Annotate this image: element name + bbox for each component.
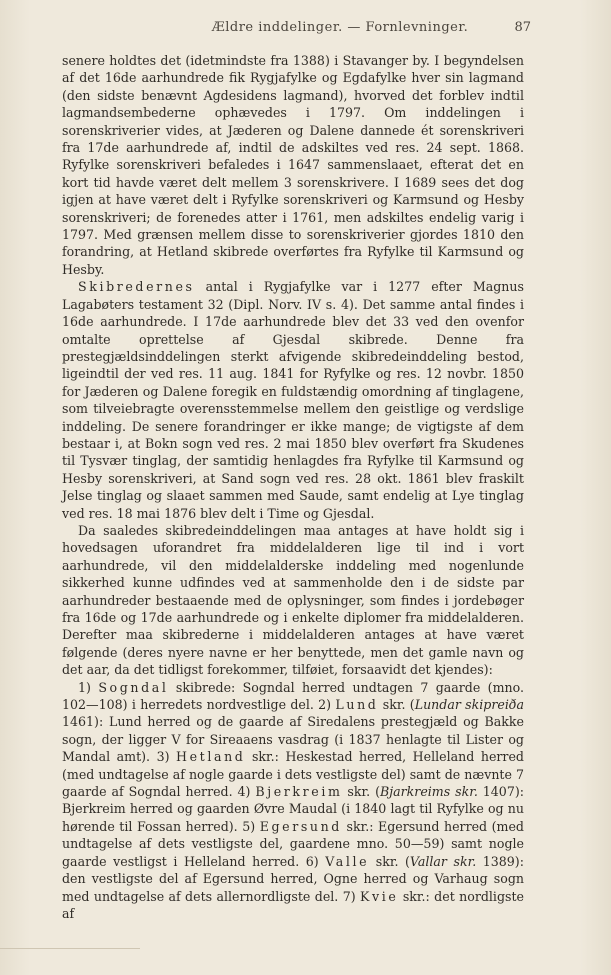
district-name: Egersund: [259, 818, 342, 834]
running-header: Ældre inddelinger. — Fornlevninger.: [211, 20, 469, 35]
paragraph-1: senere holdtes det (idetmindste fra 1388) i Stavanger by. I begyndelsen af det 16de aarhundrede fik Rygjafylke og Egdafylke hver sin lagmand (den sidste benævnt Agdesidens lagmand), hvorved det forblev indtil lagmandsembederne ophævedes i 1797. Om inddelingen i sorenskriverier vides, at Jæderen og Dalene dannede ét sorenskriveri fra 17de aarhundrede af, indtil de adskiltes ved res. 24 sept. 1868. Ryfylke sorenskriveri befaledes i 1647 sammenslaaet, efterat det en kort tid havde været delt mellem 3 sorenskrivere. I 1689 sees det dog igjen at have været delt i Ryfylke sorenskriveri og Karmsund og Hesby sorenskriveri; de forenedes atter i 1761, men adskiltes endelig varig i 1797. Med grænsen mellem disse to sorenskriverier gjordes 1810 den forandring, at Hetland skibrede overførtes fra Ryfylke til Karmsund og Hesby.: [62, 53, 524, 277]
spaced-term: Skibredernes: [78, 279, 195, 295]
district-name: Sogndal: [98, 679, 169, 695]
old-name: Vallar skr.: [409, 853, 477, 869]
district-name: Kvie: [360, 888, 399, 904]
paragraph-3: Da saaledes skibredeinddelingen maa antages at have holdt sig i hovedsagen uforandret fra middelalderen lige til ind i vort aarhundrede, vil den middelalderske inddeling med nogenlunde sikkerhed kunne udfindes ved at sammenholde den i de sidste par aarhundreder bestaaende med de oplysninger, som findes i jordebøger fra 16de og 17de aarhundrede og i enkelte diplomer fra middelalderen. Derefter maa skibrederne i middelalderen antages at have været følgende (deres nyere navne er her benyttede, men det gamle navn og det aar, da det tidligst forekommer, tilføiet, forsaavidt det kjendes):: [62, 522, 524, 678]
page-number: 87: [514, 20, 531, 35]
district-name: Lund: [335, 697, 379, 713]
old-name: Bjarkreims skr.: [379, 784, 478, 800]
page-edge-mark: [0, 948, 140, 949]
district-name: Bjerkreim: [255, 784, 343, 800]
paragraph-2: [62, 278, 524, 522]
district-name: Valle: [325, 853, 370, 869]
district-list: 1) Sogndal skibrede: Sogndal herred undtagen 7 gaarde (mno. 102—108) i herredets nordvestlige del. 2) Lund skr. (Lundar skipreiða 1461): Lund herred og de gaarde af Siredalens prestegjæld og Bakke sogn, der ligger V for Sireaaens vasdrag (i 1837 henlagte til Lister og Mandal amt). 3) Hetland skr.: Heskestad herred, Helleland herred (med undtagelse af nogle gaarde i dets vestligste del) samt de nævnte 7 gaarde af Sogndal herred. 4) Bjerkreim skr. (Bjarkreims skr. 1407): Bjerkreim herred og gaarden Øvre Maudal (i 1840 lagt til Ryfylke og nu hørende til Fossan herred). 5) Egersund skr.: Egersund herred (med undtagelse af dets vestligste del, gaardene mno. 50—59) samt nogle gaarde vestligst i Helleland herred. 6) Valle skr. (Vallar skr. 1389): den vestligste del af Egersund herred, Ogne herred og Varhaug sogn med undtagelse af dets allernordligste del. 7) Kvie skr.: det nordligste af: [62, 679, 524, 921]
district-name: Hetland: [176, 749, 246, 765]
body-text: [62, 52, 524, 922]
old-name: Lundar skipreiða: [414, 697, 524, 713]
paragraph-2-text: antal i Rygjafylke var i 1277 efter Magnus Lagabøters testament 32 (Dipl. Norv. IV s. 4). Det samme antal findes i 16de aarhundrede. I 17de aarhundrede blev det 33 ved den ovenfor omtalte oprettelse af Gjesdal skibrede. Denne fra prestegjældsinddelingen sterkt afvigende skibredeinddeling bestod, ligeindtil der ved res. 11 aug. 1841 for Ryfylke og res. 12 novbr. 1850 for Jæderen og Dalene foregik en fuldstændig omordning af tinglagene, som tilveiebragte overensstemmelse mellem den geistlige og verdslige inddeling. De senere forandringer er ikke mange; de vigtigste af dem bestaar i, at Bokn sogn ved res. 2 mai 1850 blev overført fra Skudenes til Tysvær tinglag, der samtidig henlagdes fra Ryfylke til Karmsund og Hesby sorenskriveri, at Sand sogn ved res. 28 okt. 1861 blev fraskilt Jelse tinglag og slaaet sammen med Saude, samt endelig at Lye tinglag ved res. 18 mai 1876 blev delt i Time og Gjesdal.: [62, 279, 524, 521]
